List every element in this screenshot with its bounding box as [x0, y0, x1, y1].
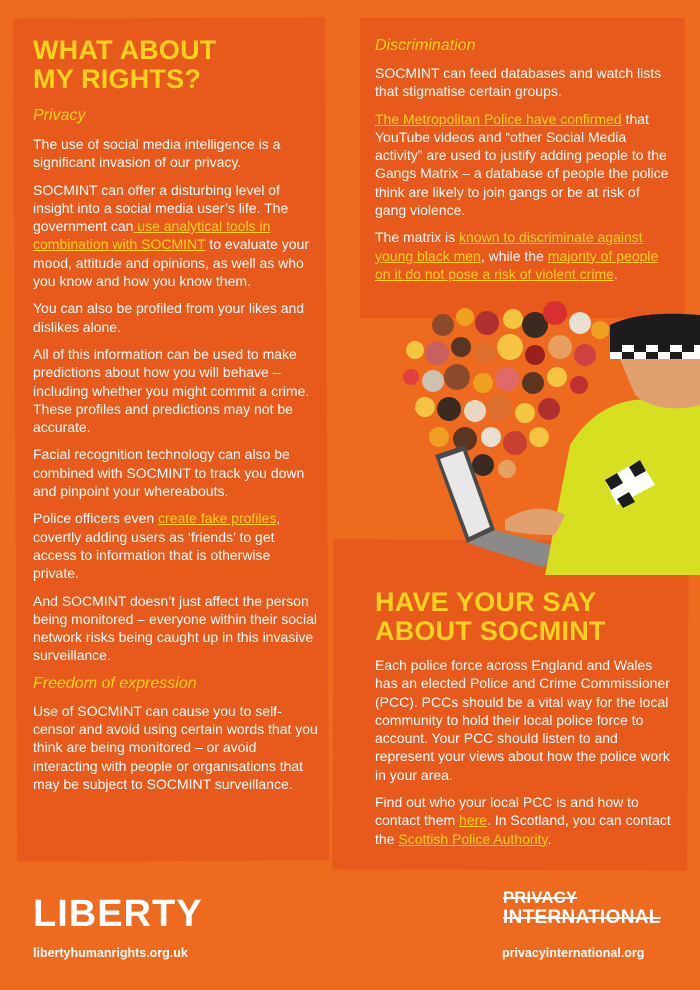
freedom-paragraph: Use of SOCMINT can cause you to self-censor and avoid using certain words that you think are being monitored – or avoid interacting with people or organisations that may be subject to SOCMINT surveillance.: [33, 702, 318, 792]
privacy-paragraph-2: [33, 181, 318, 291]
rights-title: [33, 36, 318, 94]
have-your-say-section: [375, 588, 675, 857]
have-your-say-title-line2: ABOUT SOCMINT: [375, 616, 606, 646]
discrimination-section: [375, 36, 670, 292]
privacy-paragraph-4: All of this information can be used to make predictions about how you will behave – including whether you might commit a crime. These profiles and predictions may not be accurate.: [33, 345, 310, 436]
rights-title-line2: MY RIGHTS?: [33, 64, 202, 94]
discrimination-paragraph-3: [375, 228, 670, 283]
privacy-international-logo[interactable]: [503, 889, 668, 927]
majority-link[interactable]: majority of people on it do not pose a risk of violent crime: [375, 247, 659, 282]
privacy-paragraph-6: [33, 509, 318, 582]
text-span: , while the: [480, 247, 548, 264]
police-laptop-illustration: [395, 295, 700, 575]
privacy-paragraph-7: And SOCMINT doesn’t just affect the person being monitored – everyone within their social network risks being caught up in this invasive surveillance.: [33, 592, 318, 664]
liberty-url-link[interactable]: libertyhumanrights.org.uk: [33, 946, 188, 960]
pi-logo-line2: INTERNATIONAL: [503, 907, 661, 928]
privacy-paragraph-1: The use of social media intelligence is a significant invasion of our privacy.: [33, 136, 281, 171]
pi-logo-line1: PRIVACY: [503, 889, 578, 907]
discrimination-paragraph-1: SOCMINT can feed databases and watch lists that stigmatise certain groups.: [375, 65, 662, 100]
text-span: .: [547, 830, 552, 847]
have-your-say-title: [375, 588, 675, 646]
text-span: SOCMINT can offer a disturbing level of insight into a social media user’s life. The government can: [33, 181, 289, 235]
text-span: . In Scotland, you can contact the: [375, 812, 671, 847]
rights-section: [33, 36, 318, 802]
text-span: The matrix is: [375, 229, 460, 246]
text-span: to evaluate your mood, attitude and opinions, as well as who you know and how you know them.: [33, 236, 309, 290]
privacy-paragraph-5: Facial recognition technology can also be combined with SOCMINT to track you down and pinpoint your whereabouts.: [33, 446, 305, 500]
discrimination-heading: Discrimination: [375, 37, 476, 54]
liberty-logo[interactable]: LIBERTY: [33, 893, 203, 935]
rights-title-line1: WHAT ABOUT: [33, 35, 217, 65]
text-span: Police officers even: [33, 510, 159, 527]
freedom-heading: Freedom of expression: [33, 674, 197, 692]
fake-profiles-link[interactable]: create fake profiles: [158, 510, 277, 527]
text-span: that YouTube videos and “other Social Media activity” are used to justify adding people to the Gangs Matrix – a database of people the police think are likely to join gangs or be at risk of gang violence.: [375, 110, 669, 219]
pcc-paragraph-1: Each police force across England and Wales has an elected Police and Crime Commissioner (PCC). PCCs should be a vital way for the local community to hold their local police force to account. Your PCC should listen to and represent your views about how the police work in your area.: [375, 657, 670, 783]
text-span: , covertly adding users as ‘friends’ to get access to information that is otherwise private.: [33, 510, 281, 582]
met-police-confirmed-link[interactable]: The Metropolitan Police have confirmed: [375, 110, 622, 127]
privacy-paragraph-3: You can also be profiled from your likes and dislikes alone.: [33, 300, 305, 335]
analytical-tools-link[interactable]: use analytical tools in combination with SOCMINT: [33, 218, 271, 253]
pcc-here-link[interactable]: here: [459, 812, 488, 829]
text-span: .: [613, 265, 618, 282]
privacy-heading: Privacy: [33, 107, 86, 124]
discriminate-link[interactable]: known to discriminate against young black men: [375, 229, 643, 264]
have-your-say-title-line1: HAVE YOUR SAY: [375, 587, 597, 617]
pcc-paragraph-2: [375, 793, 675, 848]
text-span: Find out who your local PCC is and how to contact them: [375, 794, 639, 829]
discrimination-paragraph-2: [375, 110, 670, 220]
scottish-police-authority-link[interactable]: Scottish Police Authority: [398, 830, 548, 847]
privacy-international-url-link[interactable]: privacyinternational.org: [502, 946, 645, 960]
